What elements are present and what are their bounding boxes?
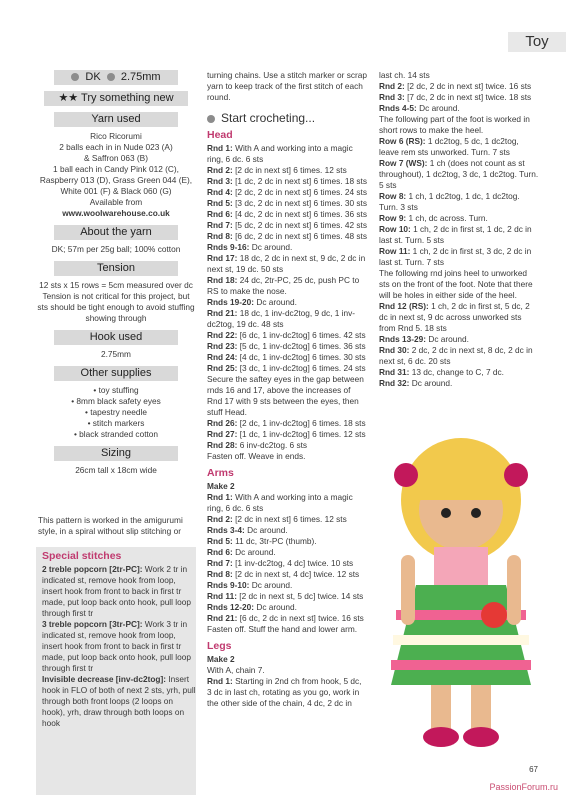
supply-item: • black stranded cotton <box>73 429 159 439</box>
instruction-row: Rnd 2: [2 dc in next st] 6 times. 12 sts <box>207 514 347 524</box>
instruction-row: Rnd 5: [3 dc, 2 dc in next st] 6 times. 30 sts <box>207 198 368 208</box>
yarn-line: 1 ball each in Candy Pink 012 (C), <box>53 164 179 174</box>
instruction-row: Row 11: 1 ch, 2 dc in first st, 3 dc, 2 dc in last st. Turn. 7 sts <box>379 246 532 267</box>
legs-continued-instructions <box>379 70 539 389</box>
legs-make: Make 2 <box>207 654 235 664</box>
hook-used-text: 2.75mm <box>101 349 131 359</box>
other-supplies-title: Other supplies <box>54 366 178 381</box>
instruction-row: Rnd 21: 18 dc, 1 inv-dc2tog, 9 dc, 1 inv-dc2tog, 19 dc. 48 sts <box>207 308 356 329</box>
instruction-row: Rnd 30: 2 dc, 2 dc in next st, 8 dc, 2 dc in next st, 6 dc. 20 sts <box>379 345 533 366</box>
legs-instructions <box>207 665 367 709</box>
supply-item: • stitch markers <box>87 418 145 428</box>
instruction-row: Row 9: 1 ch, dc across. Turn. <box>379 213 488 223</box>
doll-photo <box>376 405 546 755</box>
instruction-row: Row 6 (RS): 1 dc2tog, 5 dc, 1 dc2tog, leave rem sts unworked. Turn. 7 sts <box>379 136 519 157</box>
instruction-row: Rnd 7: [1 inv-dc2tog, 4 dc] twice. 10 sts <box>207 558 354 568</box>
arms-instructions <box>207 492 367 635</box>
instruction-row: Rnd 25: [3 dc, 1 inv-dc2tog] 6 times. 24 sts <box>207 363 366 373</box>
hook-used-title: Hook used <box>54 330 178 345</box>
tension-title: Tension <box>54 261 178 276</box>
instruction-row: Row 8: 1 ch, 1 dc2tog, 1 dc, 1 dc2tog. Turn. 3 sts <box>379 191 520 212</box>
yarn-used-lines <box>36 131 196 208</box>
tension-lines <box>36 280 196 324</box>
difficulty-badge: ★★ Try something new <box>44 91 188 106</box>
special-stitch: Invisible decrease [inv-dc2tog]: Insert hook in FLO of both of next 2 sts, yrh, pull through both front loops (2 loops on hook), yrh, draw through both loops on hook <box>42 674 196 728</box>
tension-line: sts should be tight enough to avoid stuffing <box>37 302 195 312</box>
special-stitch: 2 treble popcorn [2tr-PC]: Work 2 tr in indicated st, remove hook from loop, insert hook from front to back in first tr made, put loop back onto hook, pull loop through first tr <box>42 564 191 618</box>
instruction-row: Rnd 1: Starting in 2nd ch from hook, 5 dc, 3 dc in last ch, rotating as you go, work in the other side of the chain, 4 dc, 2 dc in <box>207 676 362 708</box>
instruction-row: last ch. 14 sts <box>379 70 430 80</box>
instruction-row: Rnd 11: [2 dc in next st, 5 dc] twice. 14 sts <box>207 591 364 601</box>
instruction-row: Row 10: 1 ch, 2 dc in first st, 1 dc, 2 dc in last st. Turn. 5 sts <box>379 224 532 245</box>
instruction-row: Fasten off. Stuff the hand and lower arm. <box>207 624 358 634</box>
intro-text: This pattern is worked in the amigurumi style, in a spiral without slip stitching or <box>38 515 183 536</box>
yarn-line: Available from <box>89 197 143 207</box>
instruction-row: Rnd 2: [2 dc in next st] 6 times. 12 sts <box>207 165 347 175</box>
instruction-row: Rnd 24: [4 dc, 1 inv-dc2tog] 6 times. 30 sts <box>207 352 366 362</box>
instruction-row: Rnd 31: 13 dc, change to C, 7 dc. <box>379 367 504 377</box>
instruction-row: The following rnd joins heel to unworked sts on the front of the foot. Note that there will be holes in either side of the heel. <box>379 268 533 300</box>
instruction-row: Rnd 2: [2 dc, 2 dc in next st] twice. 16 sts <box>379 81 532 91</box>
instruction-row: Rnds 9-16: Dc around. <box>207 242 293 252</box>
yarn-url[interactable]: www.woolwarehouse.co.uk <box>62 208 170 218</box>
instruction-row: With A, chain 7. <box>207 665 265 675</box>
supply-item: • toy stuffing <box>93 385 139 395</box>
yarn-used-title: Yarn used <box>54 112 178 127</box>
special-stitch: 3 treble popcorn [3tr-PC]: Work 3 tr in indicated st, remove hook from loop, insert hook from front to back in first tr made, put loop back onto hook, pull loop through first tr <box>42 619 191 673</box>
instruction-row: Rnd 18: 24 dc, 2tr-PC, 25 dc, push PC to RS to make the nose. <box>207 275 360 296</box>
instruction-row: Rnd 1: With A and working into a magic ring, 6 dc. 6 sts <box>207 492 353 513</box>
special-stitches-list <box>42 564 196 729</box>
instruction-row: Rnd 3: [7 dc, 2 dc in next st] twice. 18 sts <box>379 92 532 102</box>
sizing-text: 26cm tall x 18cm wide <box>75 465 157 475</box>
instruction-row: Rnd 28: 6 inv-dc2tog. 6 sts <box>207 440 308 450</box>
instruction-row: Rnd 8: [6 dc, 2 dc in next st] 6 times. 48 sts <box>207 231 368 241</box>
instruction-row: Rnd 22: [6 dc, 1 inv-dc2tog] 6 times. 42 sts <box>207 330 366 340</box>
yarn-line: White 001 (F) & Black 060 (G) <box>60 186 172 196</box>
supply-item: • tapestry needle <box>85 407 147 417</box>
about-yarn-title: About the yarn <box>54 225 178 240</box>
tension-line: showing through <box>85 313 147 323</box>
instruction-row: Row 7 (WS): 1 ch (does not count as st throughout), 1 dc2tog, 3 dc, 1 dc2tog. Turn. 5 sts <box>379 158 539 190</box>
instruction-row: Rnd 21: [6 dc, 2 dc in next st] twice. 16 sts <box>207 613 364 623</box>
supply-item: • 8mm black safety eyes <box>71 396 161 406</box>
yarn-line: Rico Ricorumi <box>90 131 142 141</box>
arms-make: Make 2 <box>207 481 235 491</box>
instruction-row: Rnds 12-20: Dc around. <box>207 602 297 612</box>
supplies-list <box>36 385 196 440</box>
instruction-row: Rnd 17: 18 dc, 2 dc in next st, 9 dc, 2 dc in next st, 19 dc. 50 sts <box>207 253 366 274</box>
col2-intro: turning chains. Use a stitch marker or scrap yarn to keep track of the first stitch of each round. <box>207 70 368 102</box>
instruction-row: Rnd 5: 11 dc, 3tr-PC (thumb). <box>207 536 317 546</box>
sizing-title: Sizing <box>54 446 178 461</box>
instruction-row: Rnds 9-10: Dc around. <box>207 580 293 590</box>
instruction-row: Rnds 13-29: Dc around. <box>379 334 469 344</box>
dk-icon <box>71 73 79 81</box>
instruction-row: Rnd 26: [2 dc, 1 inv-dc2tog] 6 times. 18 sts <box>207 418 366 428</box>
tension-line: Tension is not critical for this project, but <box>42 291 190 301</box>
instruction-row: Secure the saftey eyes in the gap between rnds 16 and 17, above the increases of Rnd 17 with 9 sts between the eyes, then stuff Head. <box>207 374 364 417</box>
watermark: PassionForum.ru <box>489 782 558 792</box>
instruction-row: Rnds 19-20: Dc around. <box>207 297 297 307</box>
page-number: 67 <box>529 765 538 774</box>
instruction-row: Rnd 7: [5 dc, 2 dc in next st] 6 times. 42 sts <box>207 220 368 230</box>
yarn-line: Raspberry 013 (D), Grass Green 044 (E), <box>39 175 193 185</box>
instruction-row: The following part of the foot is worked in short rows to make the heel. <box>379 114 530 135</box>
head-title: Head <box>207 129 233 141</box>
instruction-row: Rnd 12 (RS): 1 ch, 2 dc in first st, 5 dc, 2 dc in next st, 9 dc across unworked sts from Rnd 5. 18 sts <box>379 301 530 333</box>
instruction-row: Rnd 23: [5 dc, 1 inv-dc2tog] 6 times. 36 sts <box>207 341 366 351</box>
pattern-column-2 <box>207 70 367 709</box>
instruction-row: Rnd 27: [1 dc, 1 inv-dc2tog] 6 times. 12 sts <box>207 429 366 439</box>
special-stitches-panel <box>36 547 196 795</box>
start-crocheting-heading: Start crocheting... <box>207 113 367 124</box>
tension-line: 12 sts x 15 rows = 5cm measured over dc <box>39 280 193 290</box>
pattern-column-3 <box>379 70 539 389</box>
instruction-row: Rnd 6: [4 dc, 2 dc in next st] 6 times. 36 sts <box>207 209 368 219</box>
hook-icon <box>107 73 115 81</box>
special-stitches-title: Special stitches <box>42 550 122 562</box>
yarn-line: & Saffron 063 (B) <box>84 153 148 163</box>
materials-column <box>36 64 196 476</box>
arms-title: Arms <box>207 467 234 479</box>
instruction-row: Rnds 3-4: Dc around. <box>207 525 288 535</box>
instruction-row: Rnd 6: Dc around. <box>207 547 276 557</box>
section-tab: Toy <box>508 32 566 52</box>
head-instructions <box>207 143 367 462</box>
instruction-row: Rnd 1: With A and working into a magic ring, 6 dc. 6 sts <box>207 143 353 164</box>
instruction-row: Rnd 32: Dc around. <box>379 378 453 388</box>
about-yarn-text: DK; 57m per 25g ball; 100% cotton <box>51 244 181 254</box>
instruction-row: Fasten off. Weave in ends. <box>207 451 306 461</box>
yarn-line: 2 balls each in in Nude 023 (A) <box>59 142 173 152</box>
instruction-row: Rnd 3: [1 dc, 2 dc in next st] 6 times. 18 sts <box>207 176 368 186</box>
instruction-row: Rnd 8: [2 dc in next st, 4 dc] twice. 12 sts <box>207 569 360 579</box>
legs-title: Legs <box>207 640 232 652</box>
instruction-row: Rnd 4: [2 dc, 2 dc in next st] 6 times. 24 sts <box>207 187 368 197</box>
dk-line: DK 2.75mm <box>54 70 178 85</box>
bullet-icon <box>207 115 215 123</box>
instruction-row: Rnds 4-5: Dc around. <box>379 103 460 113</box>
